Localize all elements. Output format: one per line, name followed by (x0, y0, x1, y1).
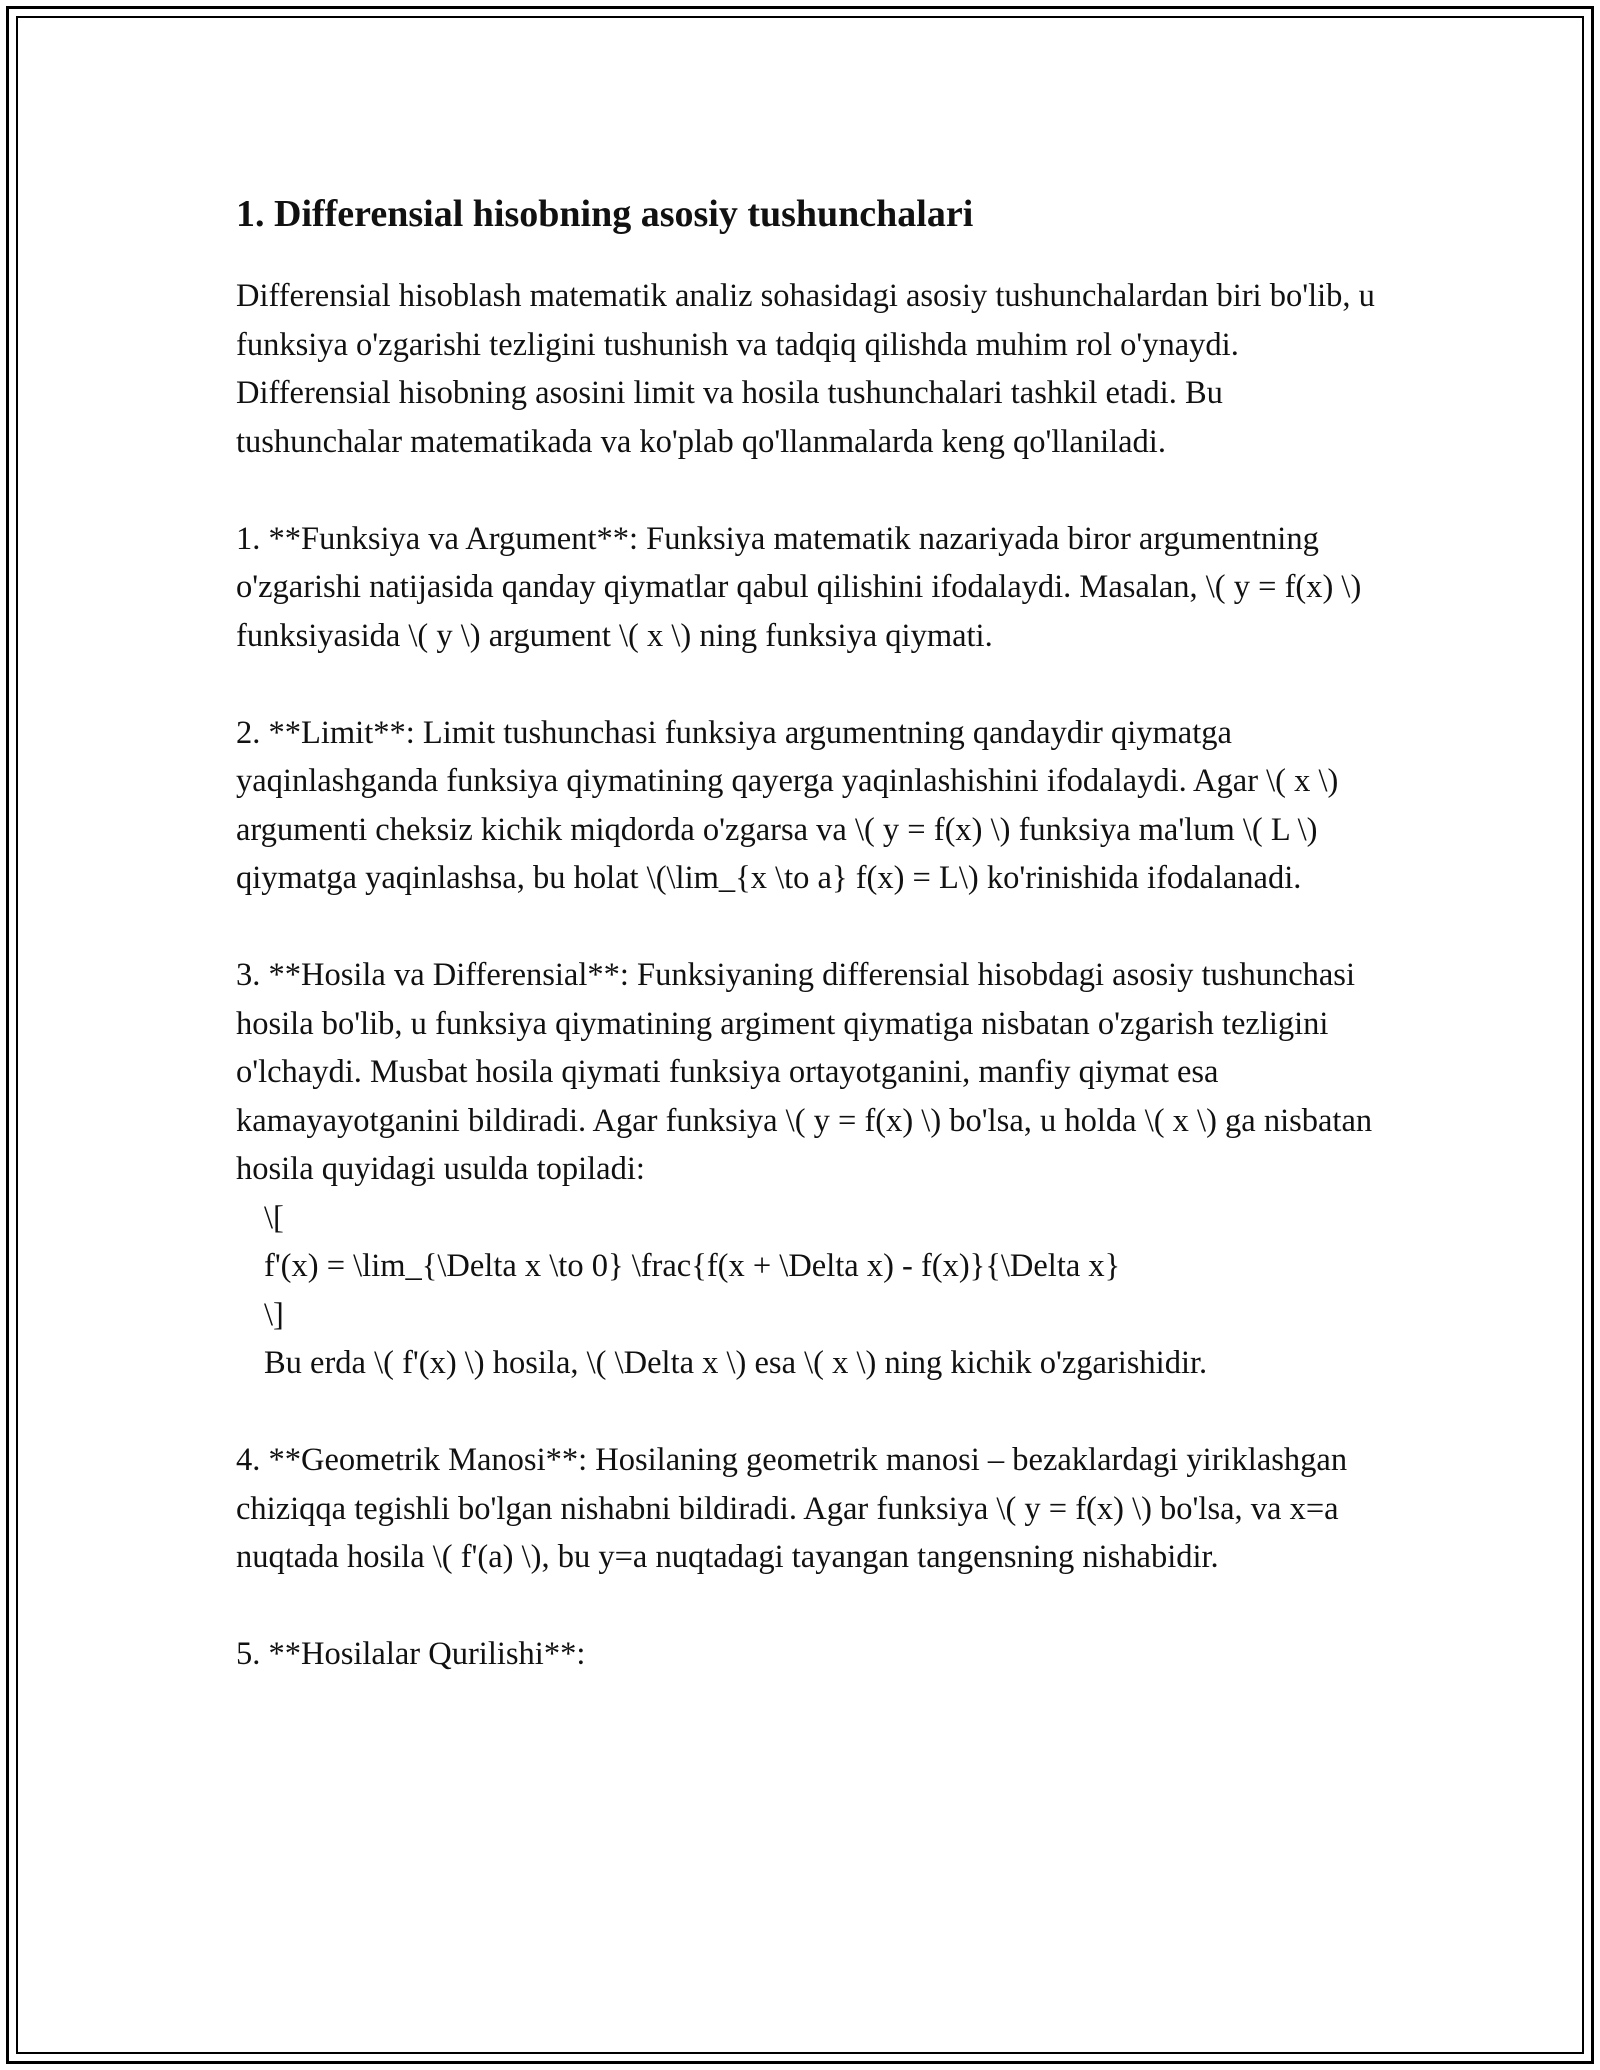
formula-explanation: Bu erda \( f'(x) \) hosila, \( \Delta x \) esa \( x \) ning kichik o'zgarishidir. (264, 1345, 1208, 1381)
list-item-hosila: 3. **Hosila va Differensial**: Funksiyaning differensial hisobdagi asosiy tushunchasi hosila bo'lib, u funksiya qiymatining argiment qiymatiga nisbatan o'zgarish tezligini o'lchaydi. Musbat hosila qiymati funksiya ortayotganini, manfiy qiymat esa kamayayotganini bildiradi. Agar funksiya \( y = f(x) \) bo'lsa, u holda \( x \) ga nisbatan hosila quyidagi usulda topiladi: (236, 957, 1373, 1187)
paragraph-gap (236, 660, 1376, 709)
intro-paragraph: Differensial hisoblash matematik analiz sohasidagi asosiy tushunchalardan biri bo'lib, u funksiya o'zgarishi tezligini tushunish va tadqiq qilishda muhim rol o'ynaydi. Differensial hisobning asosini limit va hosila tushunchalari tashkil etadi. Bu tushunchalar matematikada va ko'plab qo'llanmalarda keng qo'llaniladi. (236, 278, 1375, 460)
formula-open: \[ (264, 1199, 284, 1236)
document-title: 1. Differensial hisobning asosiy tushunchalari (236, 193, 974, 235)
list-item-funksiya: 1. **Funksiya va Argument**: Funksiya matematik nazariyada biror argumentning o'zgarishi natijasida qanday qiymatlar qabul qilishini ifodalaydi. Masalan, \( y = f(x) \) funksiyasida \( y \) argument \( x \) ning funksiya qiymati. (236, 520, 1362, 654)
paragraph-gap (236, 1582, 1376, 1631)
paragraph-gap (236, 903, 1376, 952)
formula-close: \] (264, 1296, 284, 1333)
formula-body: f'(x) = \lim_{\Delta x \to 0} \frac{f(x + \Delta x) - f(x)}{\Delta x} (264, 1248, 1121, 1284)
list-item-geometrik: 4. **Geometrik Manosi**: Hosilaning geometrik manosi – bezaklardagi yiriklashgan chiziqqa tegishli bo'lgan nishabni bildiradi. Agar funksiya \( y = f(x) \) bo'lsa, va x=a nuqtada hosila \( f'(a) \), bu y=a nuqtadagi tayangan tangensning nishabidir. (236, 1442, 1348, 1575)
paragraph-gap (236, 466, 1376, 515)
list-item-limit: 2. **Limit**: Limit tushunchasi funksiya argumentning qandaydir qiymatga yaqinlashganda funksiya qiymatining qayerga yaqinlashishini ifodalaydi. Agar \( x \) argumenti cheksiz kichik miqdorda o'zgarsa va \( y = f(x) \) funksiya ma'lum \( L \) qiymatga yaqinlashsa, bu holat \(\lim_{x \to a} f(x) = L\) ko'rinishida ifodalanadi. (236, 714, 1339, 896)
paragraph-gap (236, 1388, 1376, 1437)
document-body (236, 190, 1376, 1679)
list-item-qurilishi: 5. **Hosilalar Qurilishi**: (236, 1636, 586, 1672)
